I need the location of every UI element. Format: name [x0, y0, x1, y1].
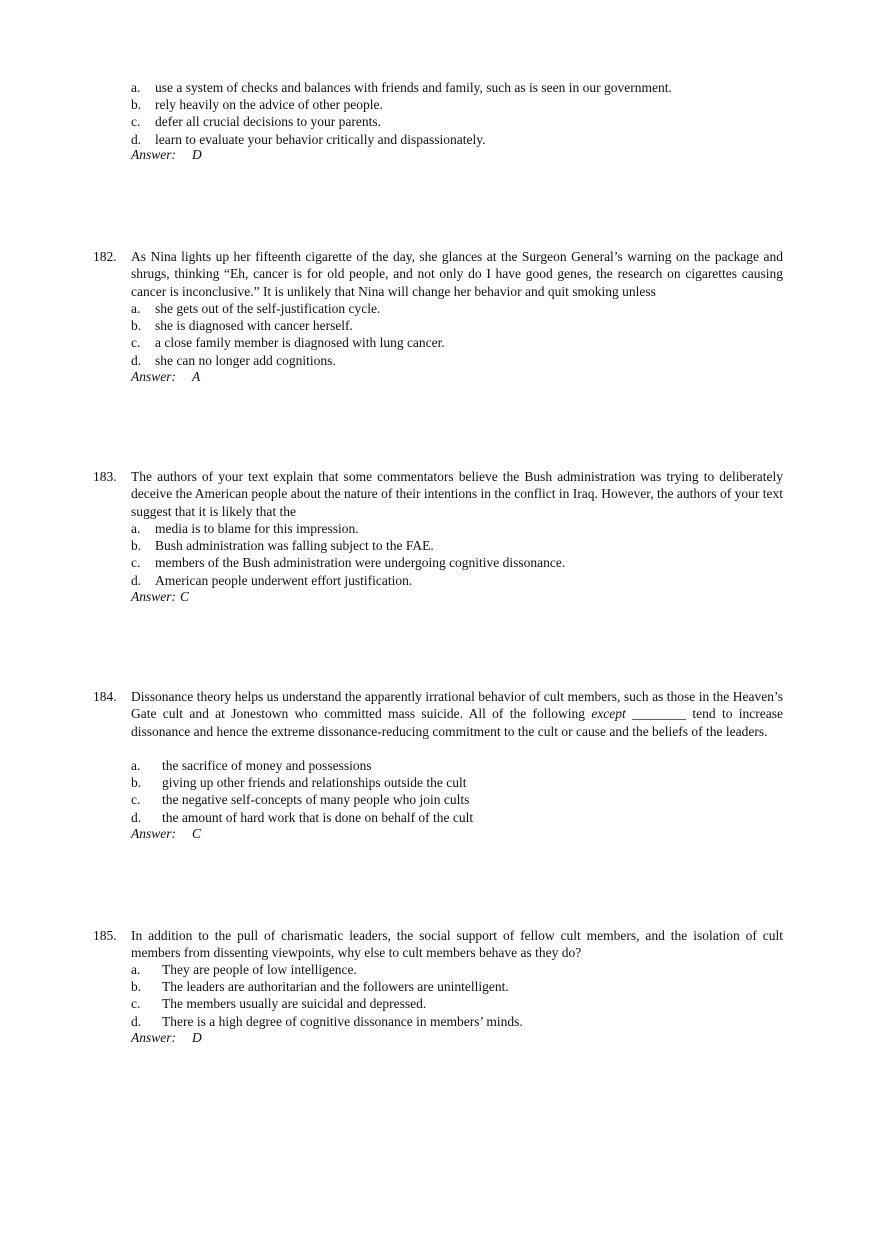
option-letter: c.	[131, 792, 141, 808]
answer-label: Answer:	[131, 147, 176, 162]
answer-value: C	[192, 826, 202, 841]
option-letter: a.	[131, 962, 141, 977]
option-text: defer all crucial decisions to your parents.	[155, 114, 382, 130]
option-letter: b.	[131, 97, 142, 113]
stem-text: Dissonance theory helps us understand the apparently irrational behavior of cult members, such as those in the Heaven’s Gate cult and at Jonestown who committed mass suicide. All of the following	[131, 689, 783, 722]
option-text: The members usually are suicidal and depressed.	[162, 996, 427, 1012]
option-letter: a.	[131, 80, 141, 95]
option-text: There is a high degree of cognitive dissonance in members’ minds.	[162, 1013, 523, 1029]
question-number: 182.	[93, 249, 117, 264]
stem-text: ________ tend to increase dissonance and hence the extreme dissonance-reducing commitment to the cult or cause and the beliefs of the leaders.	[131, 706, 783, 739]
option-letter: c.	[131, 335, 141, 351]
stem-emphasis: except	[591, 706, 626, 722]
question-number: 184.	[93, 689, 117, 704]
option-text: The leaders are authoritarian and the followers are unintelligent.	[162, 979, 509, 995]
answer-line	[131, 146, 202, 163]
option-letter: b.	[131, 318, 142, 334]
question-stem: The authors of your text explain that some commentators believe the Bush administration was trying to deliberately deceive the American people about the nature of their intentions in the conflict in Iraq. However, the authors of your text suggest that it is likely that the	[131, 469, 783, 519]
option-letter: b.	[131, 979, 142, 995]
answer-value: A	[192, 369, 201, 384]
option-letter: b.	[131, 775, 142, 791]
option-text: learn to evaluate your behavior critically and dispassionately.	[155, 131, 486, 147]
option-letter: d.	[131, 352, 142, 368]
option-letter: d.	[131, 1013, 142, 1029]
option-letter: c.	[131, 996, 141, 1012]
answer-line	[131, 588, 189, 605]
option-letter: a.	[131, 521, 141, 536]
option-text: she is diagnosed with cancer herself.	[155, 318, 353, 334]
option-letter: d.	[131, 131, 142, 147]
option-text: use a system of checks and balances with friends and family, such as is seen in our government.	[155, 80, 672, 95]
option-text: giving up other friends and relationships outside the cult	[162, 775, 467, 791]
option-letter: a.	[131, 301, 141, 316]
answer-value: C	[180, 589, 190, 604]
answer-label: Answer:	[131, 369, 176, 384]
question-stem	[131, 688, 783, 740]
option-text: Bush administration was falling subject to the FAE.	[155, 538, 434, 554]
option-text: the negative self-concepts of many people who join cults	[162, 792, 470, 808]
answer-value: D	[192, 147, 202, 162]
answer-line	[131, 825, 201, 842]
option-text: They are people of low intelligence.	[162, 962, 357, 977]
option-text: rely heavily on the advice of other people.	[155, 97, 383, 113]
option-text: members of the Bush administration were undergoing cognitive dissonance.	[155, 555, 566, 571]
option-text: she can no longer add cognitions.	[155, 352, 336, 368]
question-number: 185.	[93, 928, 117, 943]
option-letter: a.	[131, 758, 141, 773]
option-text: American people underwent effort justification.	[155, 572, 413, 588]
answer-label: Answer:	[131, 826, 176, 841]
option-letter: c.	[131, 555, 141, 571]
question-stem: In addition to the pull of charismatic leaders, the social support of fellow cult members, and the isolation of cult members from dissenting viewpoints, why else to cult members behave as they do?	[131, 928, 783, 961]
option-text: the amount of hard work that is done on behalf of the cult	[162, 809, 474, 825]
answer-value: D	[192, 1030, 202, 1045]
question-stem: As Nina lights up her fifteenth cigarette of the day, she glances at the Surgeon General’s warning on the package and shrugs, thinking “Eh, cancer is for old people, and not only do I have good genes, the research on cigarettes causing cancer is inconclusive.” It is unlikely that Nina will change her behavior and quit smoking unless	[131, 249, 783, 299]
answer-label: Answer:	[131, 1030, 176, 1045]
option-letter: d.	[131, 809, 142, 825]
answer-label: Answer:	[131, 589, 176, 604]
option-text: she gets out of the self-justification cycle.	[155, 301, 381, 316]
option-text: the sacrifice of money and possessions	[162, 758, 372, 773]
option-letter: b.	[131, 538, 142, 554]
option-letter: d.	[131, 572, 142, 588]
option-text: media is to blame for this impression.	[155, 521, 359, 536]
option-letter: c.	[131, 114, 141, 130]
answer-line	[131, 368, 200, 385]
question-number: 183.	[93, 469, 117, 484]
option-text: a close family member is diagnosed with lung cancer.	[155, 335, 445, 351]
answer-line	[131, 1029, 202, 1046]
